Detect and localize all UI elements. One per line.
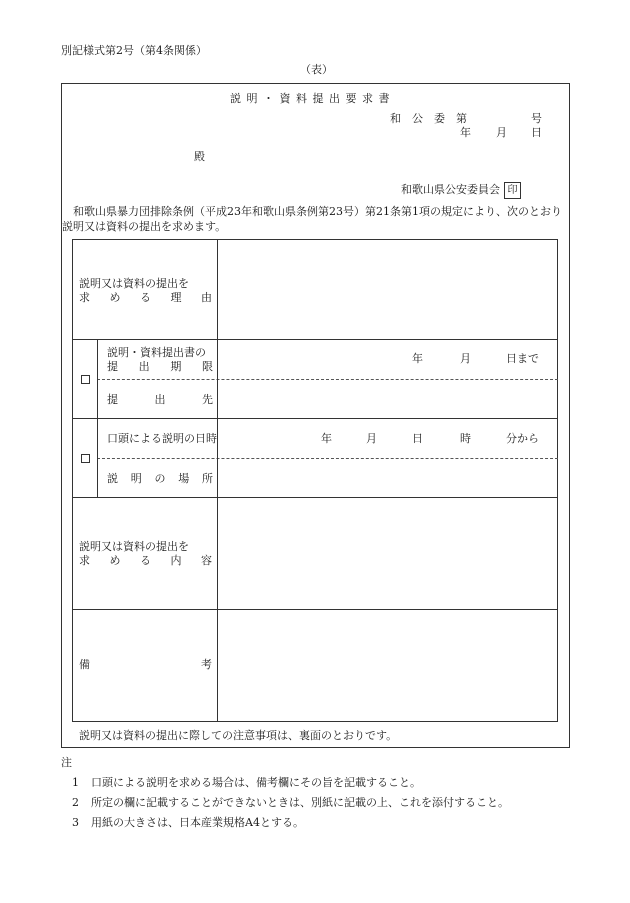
content-field[interactable] <box>218 498 557 609</box>
body-text: 和歌山県暴力団排除条例（平成23年和歌山県条例第23号）第21条第1項の規定により、次のとおり説明又は資料の提出を求めます。 <box>62 205 562 233</box>
issuer-name: 和歌山県公安委員会 <box>401 183 500 196</box>
oral-year: 年 <box>321 432 332 445</box>
form-number: 別記様式第2号（第4条関係） <box>61 44 207 57</box>
oral-month: 月 <box>366 432 377 445</box>
notes-title: 注 <box>61 756 72 769</box>
deadline-line1: 説明・資料提出書の <box>107 346 206 359</box>
submit-to-field[interactable] <box>218 380 557 418</box>
content-line2: 求 め る 内 容 <box>79 554 212 568</box>
oral-hour: 時 <box>460 432 471 445</box>
form-title: 説 明 ・ 資 料 提 出 要 求 書 <box>230 92 391 105</box>
deadline-line2: 提 出 期 限 <box>107 360 213 374</box>
deadline-month: 月 <box>460 352 471 365</box>
deadline-year: 年 <box>412 352 423 365</box>
reason-label <box>79 277 212 306</box>
note-item: 3 用紙の大きさは、日本産業規格A4とする。 <box>72 816 304 829</box>
seal-mark: 印 <box>504 182 521 199</box>
deadline-day: 日まで <box>506 352 539 365</box>
date-day: 日 <box>531 126 542 139</box>
number-suffix: 号 <box>531 112 542 125</box>
footer-note: 説明又は資料の提出に際しての注意事項は、裏面のとおりです。 <box>79 729 398 742</box>
date-month: 月 <box>496 126 507 139</box>
place-field[interactable] <box>218 459 557 497</box>
oral-minute: 分から <box>506 432 539 445</box>
note-item: 2 所定の欄に記載することができないときは、別紙に記載の上、これを添付すること。 <box>72 796 509 809</box>
deadline-label <box>107 346 213 375</box>
oral-day: 日 <box>412 432 423 445</box>
place-label: 説 明 の 場 所 <box>107 472 213 485</box>
note-item: 1 口頭による説明を求める場合は、備考欄にその旨を記載すること。 <box>72 776 421 789</box>
side-label: （表） <box>300 63 333 76</box>
submit-to-label: 提 出 先 <box>107 393 213 406</box>
reason-line2: 求 め る 理 由 <box>79 291 212 305</box>
issuer <box>401 182 521 199</box>
deadline-checkbox[interactable] <box>81 375 90 384</box>
reason-line1: 説明又は資料の提出を <box>79 277 189 290</box>
date-year: 年 <box>460 126 471 139</box>
oral-checkbox[interactable] <box>81 454 90 463</box>
addressee: 殿 <box>194 150 205 163</box>
reason-field[interactable] <box>218 240 557 339</box>
content-line1: 説明又は資料の提出を <box>79 540 189 553</box>
remarks-label: 備 考 <box>79 658 212 671</box>
number-prefix: 和 公 委 第 <box>390 112 467 125</box>
remarks-field[interactable] <box>218 610 557 721</box>
oral-label: 口頭による説明の日時 <box>107 432 217 445</box>
content-label <box>79 540 212 569</box>
